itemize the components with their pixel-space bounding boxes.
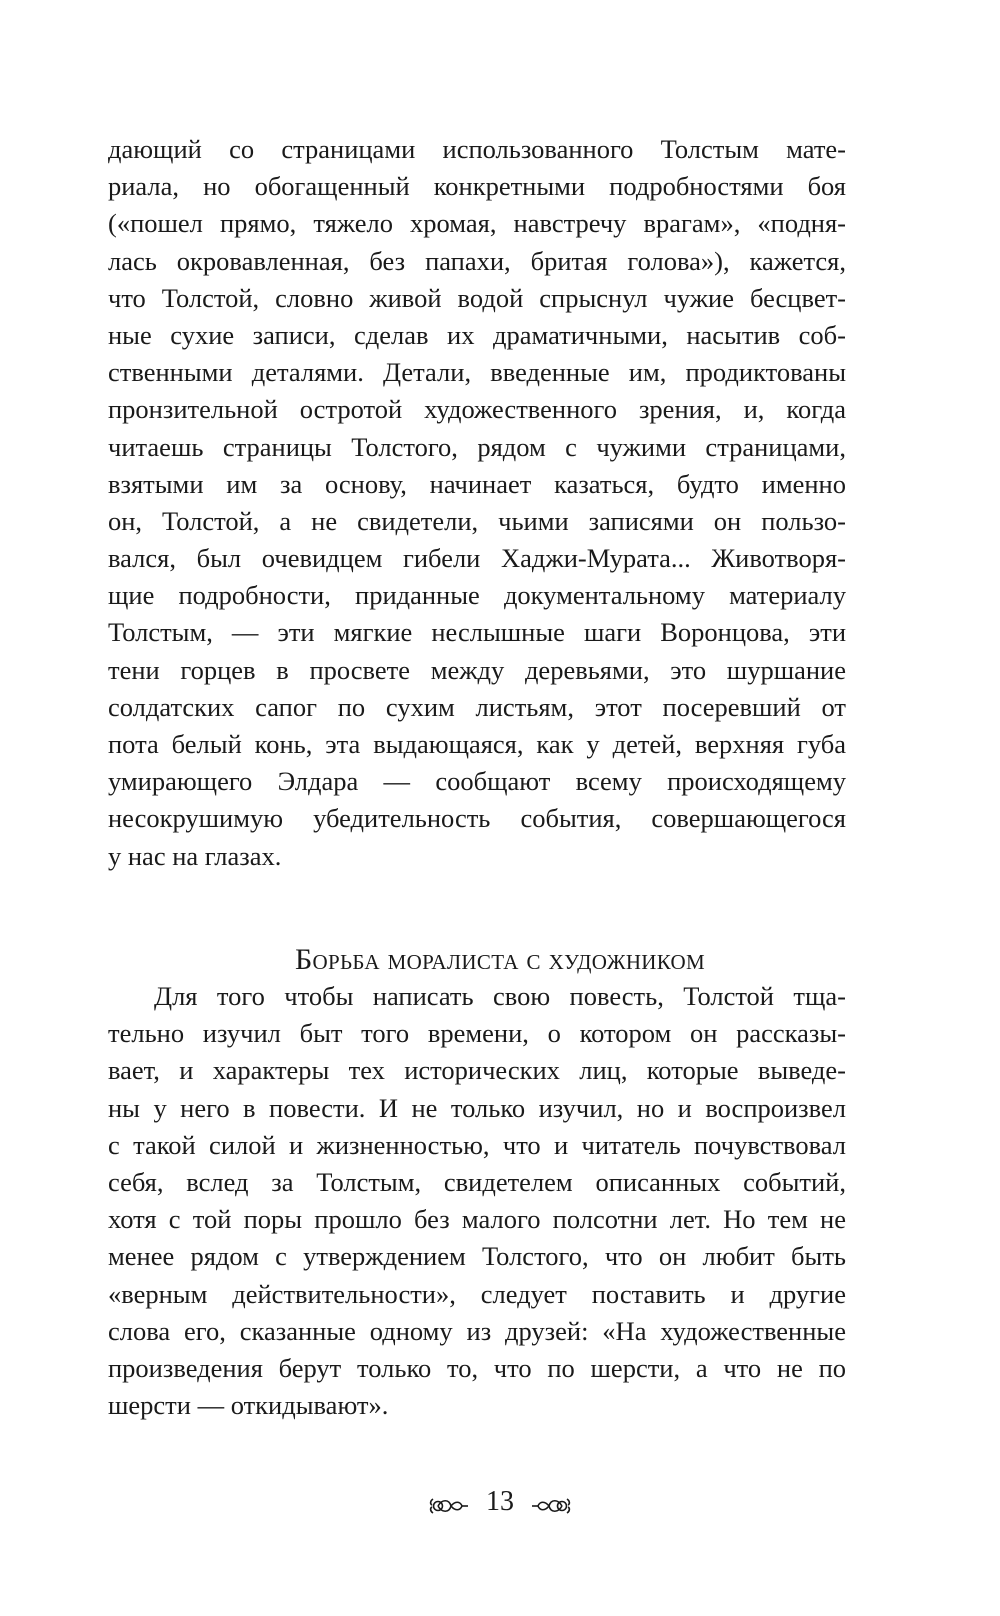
- text-line: хотя с той поры прошло без малого полсотни лет. Но тем не: [108, 1204, 846, 1235]
- text-line: риала, но обогащенный конкретными подробностями боя: [108, 171, 846, 202]
- text-line: слова его, сказанные одному из друзей: «На художественные: [108, 1315, 846, 1346]
- text-line: вался, был очевидцем гибели Хаджи-Мурата... Животворя-: [108, 543, 846, 574]
- flourish-left-icon: [429, 1491, 469, 1513]
- text-line: вает, и характеры тех исторических лиц, которые выведе-: [108, 1055, 846, 1086]
- page-number: 13: [486, 1485, 514, 1517]
- page-footer: [0, 1482, 1000, 1520]
- text-line: с такой силой и жизненностью, что и читатель почувствовал: [108, 1129, 846, 1160]
- flourish-right-icon: [531, 1491, 571, 1513]
- text-line: несокрушимую убедительность события, совершающегося: [108, 803, 846, 834]
- section-heading: Борьба моралиста с художником: [295, 943, 705, 976]
- text-line: ные сухие записи, сделав их драматичными, насытив соб-: [108, 319, 846, 350]
- text-line: Толстым, — эти мягкие неслышные шаги Воронцова, эти: [108, 617, 846, 648]
- text-line: («пошел прямо, тяжело хромая, навстречу врагам», «подня-: [108, 208, 846, 239]
- text-line: ственными деталями. Детали, введенные им, продиктованы: [108, 357, 846, 388]
- text-line: ны у него в повести. И не только изучил, но и воспроизвел: [108, 1092, 846, 1123]
- text-line: солдатских сапог по сухим листьям, этот посеревший от: [108, 691, 846, 722]
- text-line: пота белый конь, эта выдающаяся, как у детей, верхняя губа: [108, 729, 846, 759]
- text-line: тельно изучил быт того времени, о котором он рассказы-: [108, 1018, 846, 1049]
- paragraph-1: [108, 131, 846, 875]
- text-line: у нас на глазах.: [108, 840, 282, 871]
- text-line: себя, вслед за Толстым, свидетелем описанных событий,: [108, 1166, 846, 1197]
- text-line: лась окровавленная, без папахи, бритая голова»), кажется,: [108, 245, 846, 276]
- text-line: пронзительной остротой художественного зрения, и, когда: [108, 394, 846, 425]
- text-line: менее рядом с утверждением Толстого, что он любит быть: [108, 1241, 846, 1272]
- paragraph-2: [108, 978, 846, 1424]
- text-line: он, Толстой, а не свидетели, чьими записями он пользо-: [108, 505, 846, 536]
- text-line: дающий со страницами использованного Толстым мате-: [108, 134, 846, 164]
- text-line: тени горцев в просвете между деревьями, это шуршание: [108, 654, 846, 685]
- text-line: что Толстой, словно живой водой спрыснул чужие бесцвет-: [108, 282, 846, 313]
- text-line: читаешь страницы Толстого, рядом с чужими страницами,: [108, 431, 846, 462]
- text-line: произведения берут только то, что по шерсти, а что не по: [108, 1352, 846, 1383]
- text-line: взятыми им за основу, начинает казаться, будто именно: [108, 468, 846, 499]
- text-line: умирающего Элдара — сообщают всему происходящему: [108, 766, 846, 797]
- text-line: Для того чтобы написать свою повесть, Толстой тща-: [154, 981, 846, 1011]
- text-line: щие подробности, приданные документальному материалу: [108, 580, 846, 611]
- text-line: шерсти — откидывают».: [108, 1390, 389, 1421]
- text-line: «верным действительности», следует поставить и другие: [108, 1278, 846, 1309]
